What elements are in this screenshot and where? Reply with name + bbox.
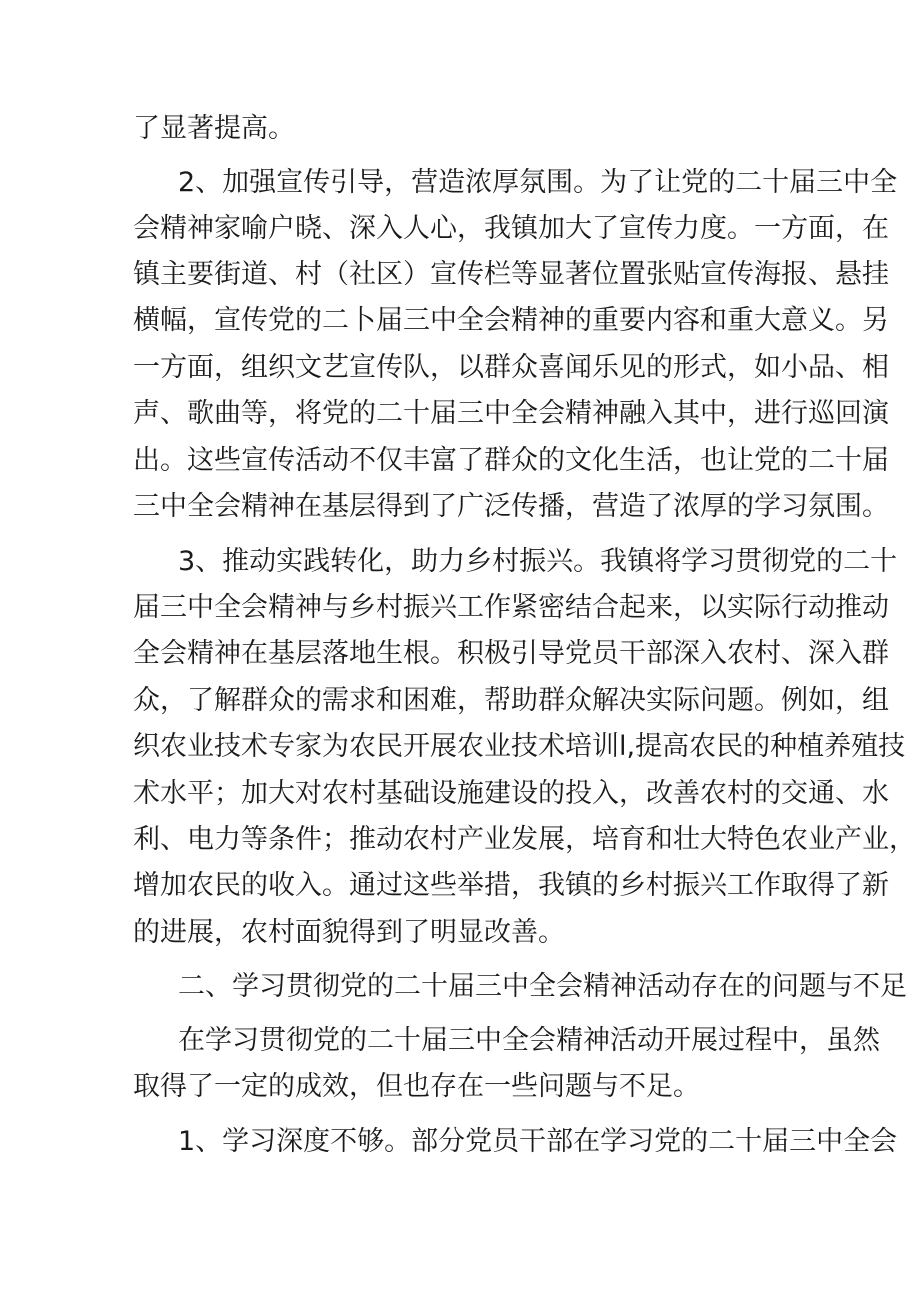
point-3-line-5: 织农业技术专家为农民开展农业技术培训l,提高农民的种植养殖技	[133, 731, 906, 762]
point-2-line-3: 镇主要街道、村（社区）宣传栏等显著位置张贴宣传海报、悬挂	[133, 259, 889, 290]
section-2-intro-line-1: 在学习贯彻党的二十届三中全会精神活动开展过程中，虽然	[178, 1025, 880, 1056]
section-2-heading: 二、学习贯彻党的二十届三中全会精神活动存在的问题与不足	[178, 971, 907, 1002]
point-3-line-6: 术水平；加大对农村基础设施建设的投入，改善农村的交通、水	[133, 778, 889, 809]
point-3-line-3: 全会精神在基层落地生根。积极引导党员干部深入农村、深入群	[133, 638, 889, 669]
point-3-line-8: 增加农民的收入。通过这些举措，我镇的乡村振兴工作取得了新	[133, 870, 889, 901]
problem-1-line-1: 1、学习深度不够。部分党员干部在学习党的二十届三中全会	[178, 1126, 898, 1157]
point-2-line-7: 出。这些宣传活动不仅丰富了群众的文化生活，也让党的二十届	[133, 445, 889, 476]
point-2-line-1: 2、加强宣传引导，营造浓厚氛围。为了让党的二十届三中全	[178, 167, 898, 198]
point-3-line-1: 3、推动实践转化，助力乡村振兴。我镇将学习贯彻党的二十	[178, 546, 898, 577]
point-2-line-2: 会精神家喻户晓、深入人心，我镇加大了宣传力度。一方面，在	[133, 213, 889, 244]
paragraph-continuation-line: 了显著提高。	[133, 113, 295, 144]
point-2-line-4: 横幅，宣传党的二卜届三中全会精神的重要内容和重大意义。另	[133, 305, 889, 336]
point-3-line-7: 利、电力等条件；推动农村产业发展，培育和壮大特色农业产业，	[133, 824, 916, 855]
point-2-line-8: 三中全会精神在基层得到了广泛传播，营造了浓厚的学习氛围。	[133, 491, 889, 522]
point-2-line-5: 一方面，组织文艺宣传队，以群众喜闻乐见的形式，如小品、相	[133, 352, 889, 383]
point-3-line-4: 众，了解群众的需求和困难，帮助群众解决实际问题。例如，组	[133, 685, 889, 716]
point-3-line-2: 届三中全会精神与乡村振兴工作紧密结合起来，以实际行动推动	[133, 592, 889, 623]
section-2-intro-line-2: 取得了一定的成效，但也存在一些问题与不足。	[133, 1071, 700, 1102]
point-2-line-6: 声、歌曲等，将党的二十届三中全会精神融入其中，进行巡回演	[133, 398, 889, 429]
point-3-line-9: 的进展，农村面貌得到了明显改善。	[133, 917, 565, 948]
